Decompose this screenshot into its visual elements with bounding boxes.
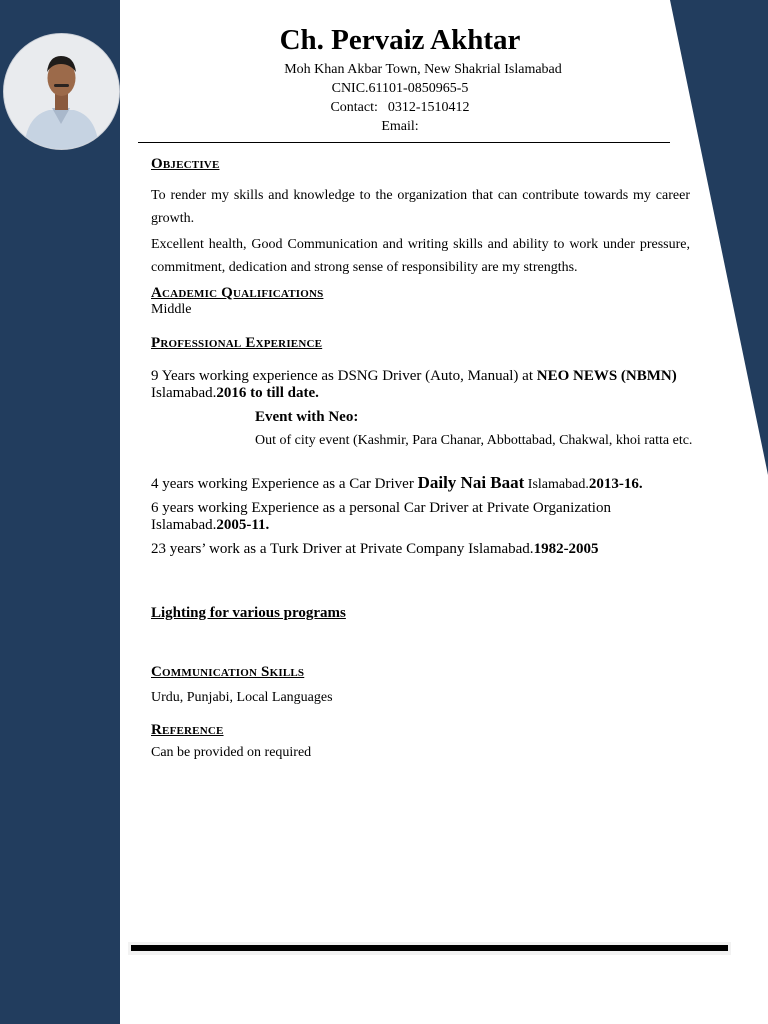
contact-number: 0312-1510412 [387, 100, 470, 115]
experience-4-period: 1982-2005 [533, 541, 599, 557]
communication-value: Urdu, Punjabi, Local Languages [151, 690, 333, 705]
experience-2-period: 2013-16. [588, 476, 643, 492]
experience-1-text: 9 Years working experience as DSNG Driver (Auto, Manual) at [151, 368, 537, 384]
objective-heading: Objective [151, 156, 220, 172]
academic-value: Middle [151, 302, 192, 317]
experience-1-period: 2016 to till date. [216, 385, 319, 401]
cnic: CNIC.61101-0850965-5 [331, 81, 469, 96]
event-body: Out of city event (Kashmir, Para Chanar, Abbottabad, Chakwal, khoi ratta etc. [255, 433, 693, 448]
experience-2-company: Daily Nai Baat [417, 473, 525, 492]
address: Moh Khan Akbar Town, New Shakrial Islamabad [284, 62, 562, 77]
profile-photo [3, 33, 120, 150]
academic-heading: Academic Qualifications [151, 285, 324, 301]
experience-3-period: 2005-11. [216, 517, 270, 533]
reference-heading: Reference [151, 722, 224, 738]
experience-item-3 [151, 500, 651, 534]
event-title: Event with Neo: [255, 409, 359, 425]
contact [140, 100, 660, 116]
experience-3-text: 6 years working Experience as a personal Car Driver at Private Organization Islamabad. [151, 500, 611, 533]
experience-heading: Professional Experience [151, 335, 323, 351]
footer-bar-line [131, 945, 728, 951]
email: Email: [381, 119, 419, 134]
footer-bar [128, 942, 731, 955]
experience-4-text: 23 years’ work as a Turk Driver at Private Company Islamabad. [151, 541, 534, 557]
experience-item-2 [151, 474, 711, 493]
contact-label: Contact: [330, 100, 378, 115]
lighting-heading: Lighting for various programs [151, 605, 346, 621]
objective-paragraph-1: To render my skills and knowledge to the organization that can contribute towards my career growth. [151, 188, 690, 226]
reference-value: Can be provided on required [151, 745, 312, 760]
experience-1-company: NEO NEWS (NBMN) [536, 368, 677, 384]
experience-2-text: 4 years working Experience as a Car Driver [151, 476, 418, 492]
experience-item-4 [151, 541, 711, 558]
objective-paragraph-2: Excellent health, Good Communication and writing skills and ability to work under pressure, commitment, dedication and strong sense of responsibility are my strengths. [151, 237, 690, 275]
candidate-name: Ch. Pervaiz Akhtar [279, 24, 521, 56]
header-divider [138, 142, 670, 143]
experience-1-place: Islamabad. [151, 385, 217, 401]
communication-heading: Communication Skills [151, 664, 305, 680]
experience-item-1 [151, 368, 696, 402]
experience-2-place: Islamabad. [524, 477, 589, 492]
